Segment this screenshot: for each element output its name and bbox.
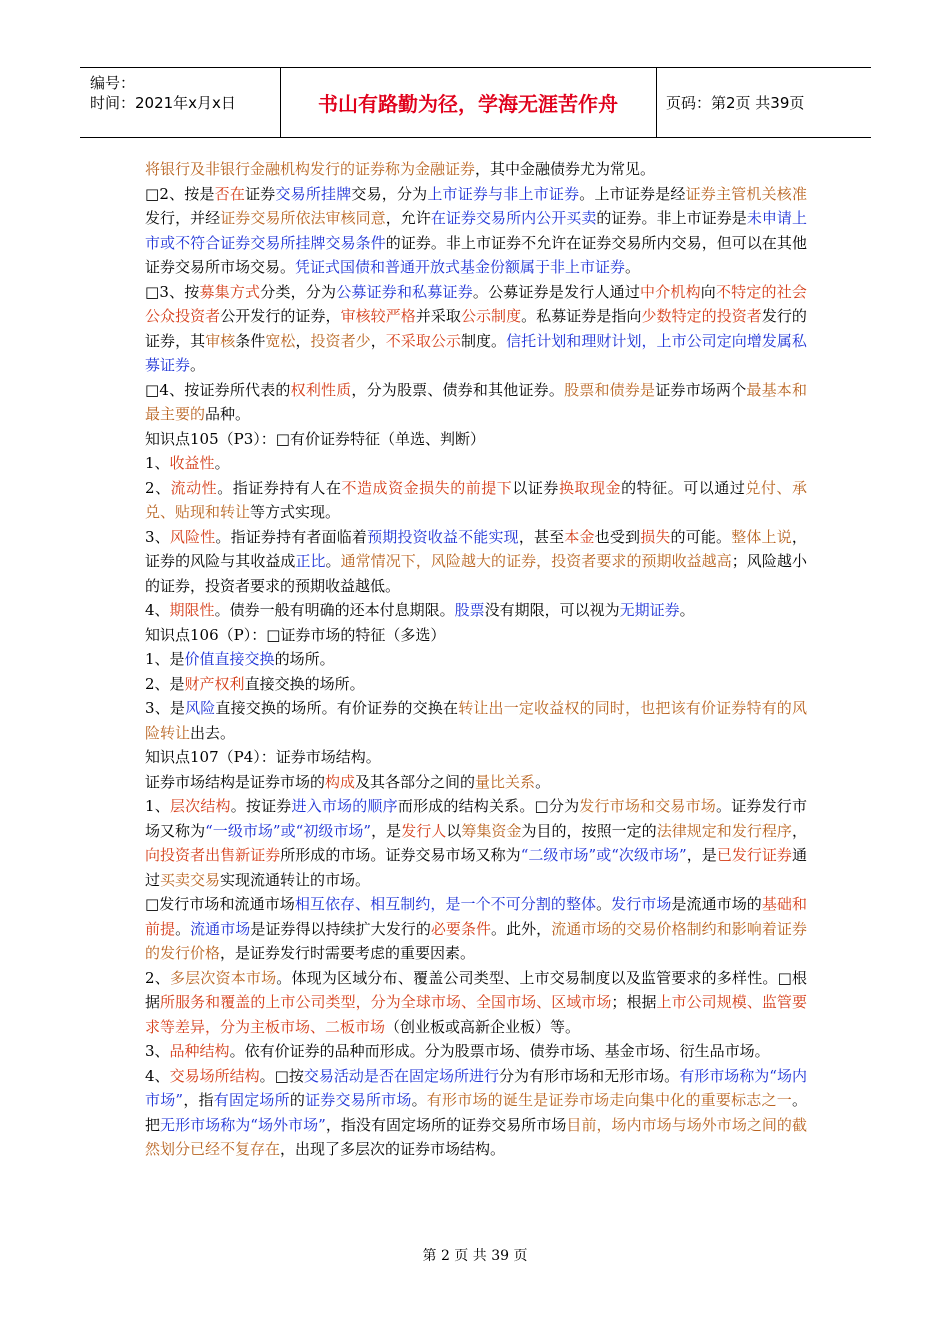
paragraph <box>145 157 807 182</box>
text-run: 法律规定和发行程序 <box>656 821 792 840</box>
text-run: 向投资者出售新证券 <box>145 846 281 864</box>
text-run: 。 <box>596 895 612 913</box>
text-run: 及其各部分之间的 <box>355 772 476 791</box>
text-run: 证券交易所依法审核同意 <box>220 209 386 227</box>
text-run: 公开发行的证券， <box>220 307 341 325</box>
text-run: 。上市证券是经 <box>579 184 686 203</box>
text-run: 股票和债券是 <box>564 380 656 399</box>
text-run: 以 <box>446 821 462 840</box>
text-run: □3、按 <box>145 282 200 301</box>
text-run: 否在 <box>214 184 246 203</box>
header-meta <box>80 68 281 137</box>
text-run: ，其中金融债券尤为常见。 <box>475 160 656 178</box>
doc-time-label: 时间：2021年x月x日 <box>90 94 236 112</box>
text-run: 宽松 <box>265 331 296 350</box>
text-run: 投资者少 <box>310 331 371 350</box>
text-run: 进入市场的顺序 <box>291 797 398 815</box>
doc-number-label: 编号： <box>90 74 136 92</box>
page-footer: 第 2 页 共 39 页 <box>422 1248 528 1264</box>
text-run: 已发行证券 <box>716 846 792 864</box>
text-run: ， <box>791 821 807 840</box>
text-run: 量比关系 <box>475 772 536 791</box>
text-run: 流通市场的交易价格制约和影响着证券的发行价格 <box>145 919 807 962</box>
page-header <box>80 67 871 138</box>
text-run: 是证券得以持续扩大发行的 <box>250 919 431 938</box>
text-run: 。 <box>625 258 641 276</box>
text-run: ，是证券发行时需要考虑的重要因素。 <box>220 944 476 962</box>
text-run: 。体现为区域分布、覆盖公司类型、上市交易制度以及监管要求的多样性。□根据 <box>145 968 807 1011</box>
paragraph <box>145 892 807 966</box>
text-run: ，指 <box>183 1091 214 1109</box>
text-run: ，是 <box>371 821 402 840</box>
text-run: 上市证券与非上市证券 <box>427 184 580 203</box>
text-run: 知识点107（P4）：证券市场结构。 <box>145 748 381 766</box>
text-run: 通过 <box>145 846 807 889</box>
text-run: 通常情况下，风险越大的证券，投资者要求的预期收益越高 <box>340 552 732 570</box>
document-body <box>145 157 807 1162</box>
text-run: □发行市场和流通市场 <box>145 895 295 913</box>
text-run: 将银行及非银行金融机构发行的证券称为金融证券 <box>145 160 476 178</box>
text-run: 并采取 <box>415 307 461 325</box>
text-run: 2、 <box>145 968 170 987</box>
text-run: 筹集资金 <box>461 821 522 840</box>
text-run: 。指证券持有者面临着 <box>215 527 368 546</box>
text-run: 的证券。非上市证券不允许在证券交易所内交易，但可以在其他证券交易所市场交易。 <box>145 233 807 276</box>
text-run: 发行，并经 <box>145 209 221 227</box>
text-run: 预期投资收益不能实现 <box>367 527 519 546</box>
text-run: 知识点105（P3）：□有价证券特征（单选、判断） <box>145 429 485 448</box>
text-run: 层次结构 <box>169 797 231 815</box>
text-run: □2、按是 <box>145 184 215 203</box>
text-run: 换取现金 <box>558 478 622 497</box>
text-run: 风险 <box>185 699 216 717</box>
text-run: 是流通市场的 <box>671 895 762 913</box>
text-run: 证券主管机关核准 <box>685 184 807 203</box>
text-run: 证券交易所市场 <box>305 1091 412 1109</box>
text-run: 价值直接交换 <box>184 650 275 668</box>
text-run: 。 <box>535 772 551 791</box>
text-run: 3、 <box>145 527 170 546</box>
text-run: 流动性 <box>170 478 218 497</box>
text-run: 向 <box>700 282 716 301</box>
header-motto: 书山有路勤为径，学海无涯苦作舟 <box>280 68 657 137</box>
paragraph <box>145 1064 807 1162</box>
text-run: 兑付、承兑、贴现和转让 <box>145 478 807 521</box>
text-run: 不特定的社会公众投资者 <box>145 282 807 325</box>
text-run: 直接交换的场所。有价证券的交换在 <box>215 699 459 717</box>
text-run: 买卖交易 <box>160 870 221 889</box>
text-run: 上市公司规模、监管要求等差异，分为主板市场、二板市场 <box>145 993 807 1036</box>
text-run: 品种。 <box>205 405 251 423</box>
paragraph <box>145 966 807 1040</box>
text-run: 发行市场和交易市场 <box>579 797 716 815</box>
text-run: ， <box>370 331 386 350</box>
text-run: 1、 <box>145 797 170 815</box>
text-run: 审核较严格 <box>340 307 416 325</box>
text-run: 3、 <box>145 1042 170 1060</box>
text-run: 。证券发行市场又称为 <box>145 797 807 840</box>
text-run: 证券市场两个 <box>655 380 747 399</box>
text-run: 分类，分为 <box>260 282 337 301</box>
text-run: 未申请上市或不符合证券交易所挂牌交易条件 <box>145 209 807 252</box>
text-run: 知识点106（P）：□证券市场的特征（多选） <box>145 625 446 644</box>
text-run: 没有期限，可以视为 <box>484 601 620 619</box>
text-run: 4、 <box>145 1066 170 1085</box>
text-run: 的证券。非上市证券是 <box>596 209 747 227</box>
text-run: ，是 <box>686 846 717 864</box>
text-run: 4、 <box>145 601 170 619</box>
text-run: 权利性质 <box>290 380 352 399</box>
text-run: 为目的，按照一定的 <box>521 821 657 840</box>
text-run: 不采取公示 <box>385 331 461 350</box>
text-run: ，出现了多层次的证券市场结构。 <box>280 1140 506 1158</box>
text-run: 的 <box>289 1091 306 1109</box>
text-run: ，分为股票、债券和其他证券。 <box>351 380 565 399</box>
text-run: 1、 <box>145 454 170 472</box>
paragraph <box>145 1039 807 1064</box>
text-run: 的场所。 <box>274 650 335 668</box>
text-run: 。把 <box>145 1091 807 1134</box>
paragraph <box>145 647 807 672</box>
text-run: 有形市场称为“场内市场” <box>145 1066 807 1109</box>
text-run: 损失 <box>640 527 671 546</box>
text-run: 而形成的结构关系。□分为 <box>397 797 580 815</box>
text-run: 发行市场 <box>611 895 672 913</box>
text-run: 所形成的市场。证券交易市场又称为 <box>280 846 521 864</box>
header-page-label: 页码：第2页 共39页 <box>666 94 805 112</box>
text-run: 少数特定的投资者 <box>641 307 762 325</box>
text-run: 公示制度 <box>460 307 522 325</box>
text-run: 期限性 <box>169 601 215 619</box>
text-run: 。 <box>175 919 191 938</box>
text-run: 以证券 <box>512 478 559 497</box>
text-run: ；风险越小的证券，投资者要求的预期收益越低。 <box>145 552 807 595</box>
text-run: 无期证券 <box>619 601 680 619</box>
paragraph <box>145 745 807 770</box>
text-run: 财产权利 <box>184 674 245 693</box>
text-run: 。 <box>411 1091 427 1109</box>
text-run: 交易场所结构 <box>169 1066 260 1085</box>
text-run: 募集方式 <box>199 282 261 301</box>
text-run: 。此外， <box>491 919 552 938</box>
text-run: 流通市场 <box>190 919 251 938</box>
text-run: 收益性 <box>169 454 215 472</box>
text-run: 的可能。 <box>670 527 732 546</box>
text-run: “二级市场”或“次级市场” <box>520 846 687 864</box>
text-run: 在证券交易所内公开买卖 <box>430 209 597 227</box>
text-run: ， <box>295 331 311 350</box>
text-run: □4、按证券所代表的 <box>145 380 291 399</box>
paragraph <box>145 378 807 427</box>
text-run: 。 <box>679 601 695 619</box>
text-run: 2、是 <box>145 674 185 693</box>
text-run: 最基本和最主要的 <box>145 380 807 423</box>
text-run: 出去。 <box>190 723 236 742</box>
text-run: 证券市场结构是证券市场的 <box>145 772 326 791</box>
text-run: 。 <box>190 356 206 374</box>
paragraph <box>145 672 807 697</box>
text-run: 正比 <box>295 552 326 570</box>
text-run: 的特征。可以通过 <box>621 478 746 497</box>
text-run: ，允许 <box>385 209 431 227</box>
paragraph <box>145 623 807 648</box>
text-run: 必要条件 <box>430 919 492 938</box>
text-run: 基础和前提 <box>145 895 807 938</box>
text-run: 。按证券 <box>230 797 292 815</box>
text-run: 审核 <box>205 331 236 350</box>
text-run: （创业板或高新企业板）等。 <box>385 1017 581 1036</box>
paragraph <box>145 770 807 795</box>
text-run: ，甚至 <box>518 527 565 546</box>
text-run: 证券 <box>245 184 276 203</box>
text-run: 。债券一般有明确的还本付息期限。 <box>214 601 455 619</box>
text-run: 有固定场所 <box>213 1091 290 1109</box>
paragraph <box>145 696 807 745</box>
text-run: 。 <box>214 454 230 472</box>
text-run: 凭证式国债和普通开放式基金份额属于非上市证券 <box>295 258 626 276</box>
text-run: ；根据 <box>611 993 657 1011</box>
text-run: 不造成资金损失的前提下 <box>341 478 513 497</box>
text-run: 1、是 <box>145 650 185 668</box>
text-run: 。依有价证券的品种而形成。分为股票市场、债券市场、基金市场、衍生品市场。 <box>229 1042 770 1060</box>
text-run: 直接交换的场所。 <box>244 674 365 693</box>
text-run: 。公募证券是发行人通过 <box>472 282 641 301</box>
text-run: 公募证券和私募证券 <box>336 282 473 301</box>
text-run: 制度。 <box>460 331 507 350</box>
paragraph <box>145 280 807 378</box>
text-run: 转让出一定收益权的同时，也把该有价证券特有的风险转让 <box>145 699 807 742</box>
paragraph <box>145 476 807 525</box>
text-run: 实现流通转让的市场。 <box>220 870 371 889</box>
text-run: 分为有形市场和无形市场。 <box>499 1066 680 1085</box>
text-run: 整体上说 <box>731 527 792 546</box>
text-run: 3、是 <box>145 699 186 717</box>
text-run: 交易所挂牌 <box>275 184 352 203</box>
text-run: 也受到 <box>594 527 641 546</box>
text-run: 多层次资本市场 <box>169 968 277 987</box>
text-run: 等方式实现。 <box>250 503 341 521</box>
text-run: 无形市场称为“场外市场” <box>160 1115 326 1134</box>
text-run: 本金 <box>564 527 595 546</box>
text-run: ，指没有固定场所的证券交易所市场 <box>325 1115 567 1134</box>
paragraph <box>145 427 807 452</box>
paragraph <box>145 598 807 623</box>
text-run: 。指证券持有人在 <box>217 478 342 497</box>
text-run: 目前，场内市场与场外市场之间的截然划分已经不复存在 <box>145 1115 807 1158</box>
text-run: 所服务和覆盖的上市公司类型，分为全球市场、全国市场、区域市场 <box>160 993 612 1011</box>
text-run: 。私募证券是指向 <box>521 307 642 325</box>
text-run: 股票 <box>454 601 485 619</box>
text-run: 交易活动是否在固定场所进行 <box>303 1066 500 1085</box>
text-run: 2、 <box>145 478 171 497</box>
text-run: 信托计划和理财计划，上市公司定向增发属私募证券 <box>145 331 807 374</box>
text-run: 交易，分为 <box>351 184 428 203</box>
text-run: 相互依存、相互制约，是一个不可分割的整体 <box>294 895 597 913</box>
text-run: 品种结构 <box>169 1042 230 1060</box>
text-run: 中介机构 <box>640 282 701 301</box>
text-run: 。□按 <box>259 1066 304 1085</box>
text-run: 风险性 <box>169 527 216 546</box>
text-run: 条件 <box>235 331 266 350</box>
paragraph <box>145 182 807 280</box>
text-run: ，证券的风险与其收益成 <box>145 527 807 570</box>
text-run: 发行的证券，其 <box>145 307 807 350</box>
paragraph <box>145 794 807 892</box>
text-run: 构成 <box>325 772 356 791</box>
paragraph <box>145 525 807 599</box>
text-run: 发行人 <box>401 821 447 840</box>
text-run: 有形市场的诞生是证券市场走向集中化的重要标志之一 <box>426 1091 792 1109</box>
text-run: 。 <box>325 552 341 570</box>
paragraph <box>145 451 807 476</box>
text-run: “一级市场”或“初级市场” <box>205 821 372 840</box>
